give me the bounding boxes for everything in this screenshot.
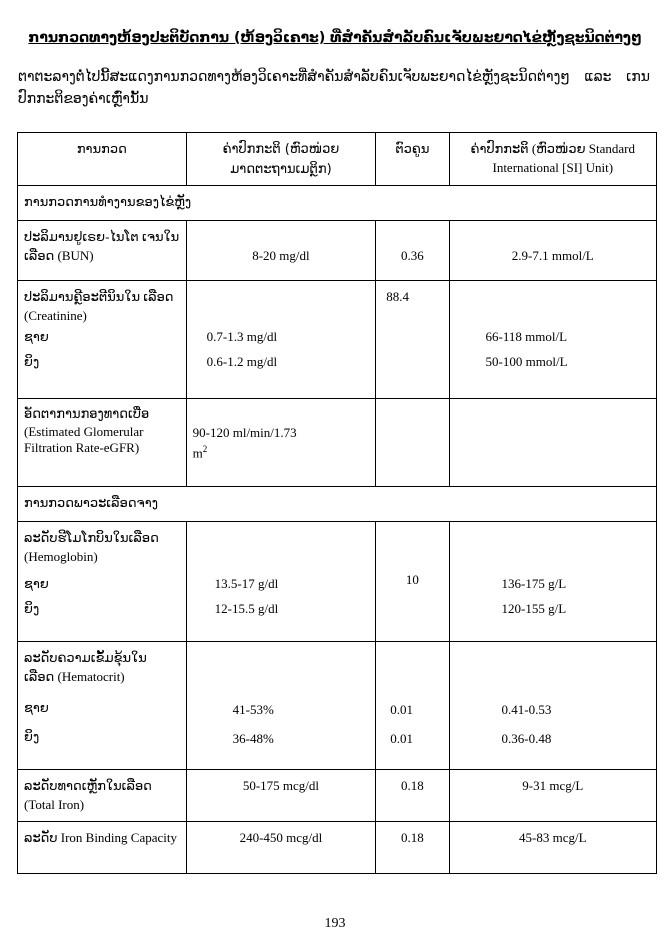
test-name: ລະດັບ Iron Binding Capacity — [18, 822, 187, 874]
factor-value: 0.18 — [376, 770, 449, 822]
table-row — [18, 522, 657, 642]
header-si-normal: ຄ່າປົກກະຕິ (ຫົວໜ່ວຍ Standard International [SI] Unit) — [449, 133, 656, 186]
section-title-anemia: ການກວດພາວະເລືອດຈາງ — [18, 487, 657, 522]
table-header-row — [18, 133, 657, 186]
header-metric-normal: ຄ່າປົກກະຕິ (ຫົວໜ່ວຍ ມາດຕະຖານເມຕຼິກ) — [186, 133, 376, 186]
metric-value: 41-53% 36-48% — [186, 642, 376, 770]
metric-value: 0.7-1.3 mg/dl 0.6-1.2 mg/dl — [186, 281, 376, 399]
test-name: ປະລິມານຢູເຣຍ-ໄນໂຕ ເຈນໃນເລືອດ (BUN) — [18, 221, 187, 281]
table-row — [18, 281, 657, 399]
lab-values-table — [17, 132, 657, 874]
si-value — [449, 399, 656, 487]
factor-value: 0.36 — [376, 221, 449, 281]
factor-value: 10 — [376, 522, 449, 642]
test-name: ປະລິມານຄຼີອະຕີນິນໃນ ເລືອດ (Creatinine) ຊາຍ ຍິງ — [18, 281, 187, 399]
section-row — [18, 487, 657, 522]
metric-value: 90-120 ml/min/1.73 $m^2$ — [186, 399, 376, 487]
test-name: ລະດັບທາດເຫຼັກໃນເລືອດ (Total Iron) — [18, 770, 187, 822]
table-row — [18, 399, 657, 487]
page-title: ການກວດທາງຫ້ອງປະຕິບັດການ (ຫ້ອງວິເຄາະ) ທີ່ສຳຄັນສຳລັບຄົນເຈັບພະຍາດໄຂ່ຫຼັງຊະນິດຕ່າງໆ — [28, 30, 642, 46]
factor-value — [376, 399, 449, 487]
test-name: ລະດັບຄວາມເຂັ້ມຂຸ້ນໃນ ເລືອດ (Hematocrit) ຊາຍ ຍິງ — [18, 642, 187, 770]
header-factor: ຕົວຄູນ — [376, 133, 449, 186]
si-value: 136-175 g/L 120-155 g/L — [449, 522, 656, 642]
si-value: 66-118 mmol/L 50-100 mmol/L — [449, 281, 656, 399]
si-value: 45-83 mcg/L — [449, 822, 656, 874]
si-value: 2.9-7.1 mmol/L — [449, 221, 656, 281]
factor-value: 88.4 — [376, 281, 449, 399]
factor-value: 0.18 — [376, 822, 449, 874]
factor-value: 0.01 0.01 — [376, 642, 449, 770]
metric-value: 13.5-17 g/dl 12-15.5 g/dl — [186, 522, 376, 642]
intro-paragraph: ຕາຕະລາງຕໍ່ໄປນີ້ສະແດງການກວດທາງຫ້ອງວິເຄາະທີ່ສຳຄັນສຳລັບຄົນເຈັບພະຍາດໄຂ່ຫຼັງຊະນິດຕ່າງໆ ແລະ ເກນປົກກະຕິຂອງຄ່າເຫຼົ່ານັ້ນ — [18, 69, 650, 107]
metric-value: 50-175 mcg/dl — [186, 770, 376, 822]
section-title-kidney: ການກວດການທຳງານຂອງໄຂ່ຫຼັງ — [18, 186, 657, 221]
si-value: 9-31 mcg/L — [449, 770, 656, 822]
table-row — [18, 822, 657, 874]
test-name: ລະດັບຮີໂມໂກບິນໃນເລືອດ (Hemoglobin) ຊາຍ ຍິງ — [18, 522, 187, 642]
table-row — [18, 642, 657, 770]
metric-value: 8-20 mg/dl — [186, 221, 376, 281]
section-row — [18, 186, 657, 221]
metric-value: 240-450 mcg/dl — [186, 822, 376, 874]
test-name: ອັດຕາການກອງທາດເບື່ອ (Estimated Glomerular Filtration Rate-eGFR) — [18, 399, 187, 487]
table-row — [18, 221, 657, 281]
header-test: ການກວດ — [18, 133, 187, 186]
page-number: 193 — [324, 916, 346, 931]
table-row — [18, 770, 657, 822]
si-value: 0.41-0.53 0.36-0.48 — [449, 642, 656, 770]
